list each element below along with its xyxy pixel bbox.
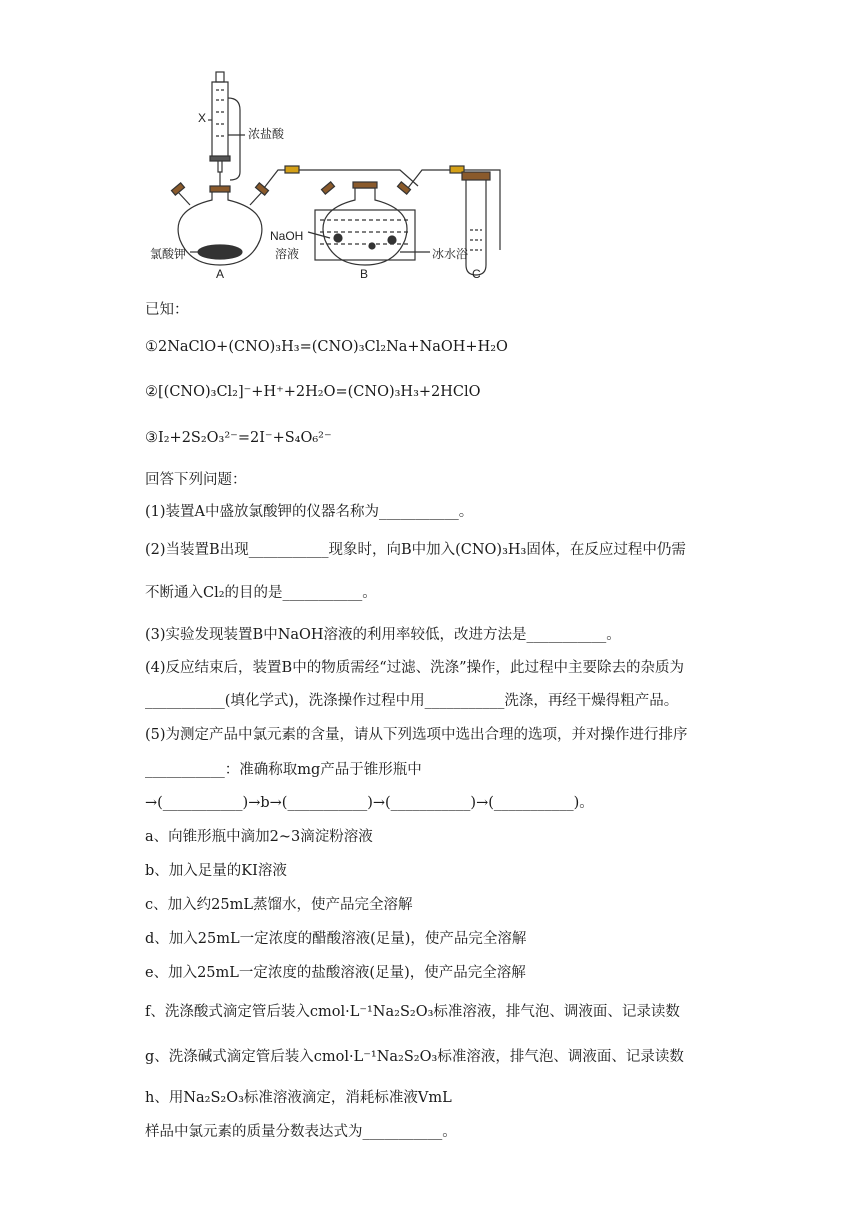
question-2-line-2: 不断通入Cl₂的目的是___________。: [145, 585, 377, 601]
label-a: A: [216, 267, 225, 281]
question-3: (3)实验发现装置B中NaOH溶液的利用率较低，改进方法是___________。: [145, 627, 621, 643]
kclo3-solid: [198, 245, 242, 259]
question-5-line-1: (5)为测定产品中氯元素的含量，请从下列选项中选出合理的选项，并对操作进行排序: [145, 727, 688, 743]
question-1: (1)装置A中盛放氯酸钾的仪器名称为___________。: [145, 504, 474, 520]
equation-2: ②[(CNO)₃Cl₂]⁻+H⁺+2H₂O=(CNO)₃H₃+2HClO: [145, 384, 481, 400]
apparatus-figure: [150, 60, 520, 285]
question-4-line-2: ___________(填化学式)，洗涤操作过程中用___________洗涤，再经干燥得粗产品。: [145, 693, 679, 709]
label-ice: 冰水浴: [432, 247, 469, 261]
option-h: h、用Na₂S₂O₃标准溶液滴定，消耗标准液VmL: [145, 1090, 452, 1106]
flask-b: [323, 188, 407, 265]
question-5-sequence: →(___________)→b→(___________)→(___________)→(___________)。: [145, 795, 594, 811]
question-4-line-1: (4)反应结束后，装置B中的物质需经“过滤、洗涤”操作，此过程中主要除去的杂质为: [145, 660, 685, 676]
questions-heading: 回答下列问题：: [145, 472, 247, 488]
option-b: b、加入足量的KI溶液: [145, 863, 287, 879]
known-heading: 已知：: [145, 302, 189, 318]
funnel-stopper: [216, 72, 224, 82]
label-acid: 浓盐酸: [248, 127, 285, 141]
final-question: 样品中氯元素的质量分数表达式为___________。: [145, 1124, 457, 1140]
pressure-tube: [228, 98, 240, 180]
label-kclo3: 氯酸钾: [150, 247, 187, 261]
test-tube-c: [466, 178, 486, 275]
equation-3: ③I₂+2S₂O₃²⁻=2I⁻+S₄O₆²⁻: [145, 430, 332, 446]
label-b: B: [360, 267, 369, 281]
funnel-body: [212, 82, 228, 160]
label-naoh-2: 溶液: [275, 247, 300, 261]
option-e: e、加入25mL一定浓度的盐酸溶液(足量)，使产品完全溶解: [145, 965, 526, 981]
option-c: c、加入约25mL蒸馏水，使产品完全溶解: [145, 897, 413, 913]
question-2-line-1: (2)当装置B出现___________现象时，向B中加入(CNO)₃H₃固体，在反应过程中仍需: [145, 542, 686, 558]
option-f: f、洗涤酸式滴定管后装入cmol·L⁻¹Na₂S₂O₃标准溶液，排气泡、调液面、记录读数: [145, 1004, 680, 1020]
label-naoh-1: NaOH: [270, 229, 304, 243]
equation-1: ①2NaClO+(CNO)₃H₃=(CNO)₃Cl₂Na+NaOH+H₂O: [145, 339, 508, 355]
option-d: d、加入25mL一定浓度的醋酸溶液(足量)，使产品完全溶解: [145, 931, 527, 947]
option-g: g、洗涤碱式滴定管后装入cmol·L⁻¹Na₂S₂O₃标准溶液，排气泡、调液面、记录读数: [145, 1049, 684, 1065]
question-5-line-2: ___________：准确称取mg产品于锥形瓶中: [145, 762, 422, 778]
label-x: X: [198, 111, 207, 125]
label-c: C: [472, 267, 481, 281]
option-a: a、向锥形瓶中滴加2~3滴淀粉溶液: [145, 829, 373, 845]
